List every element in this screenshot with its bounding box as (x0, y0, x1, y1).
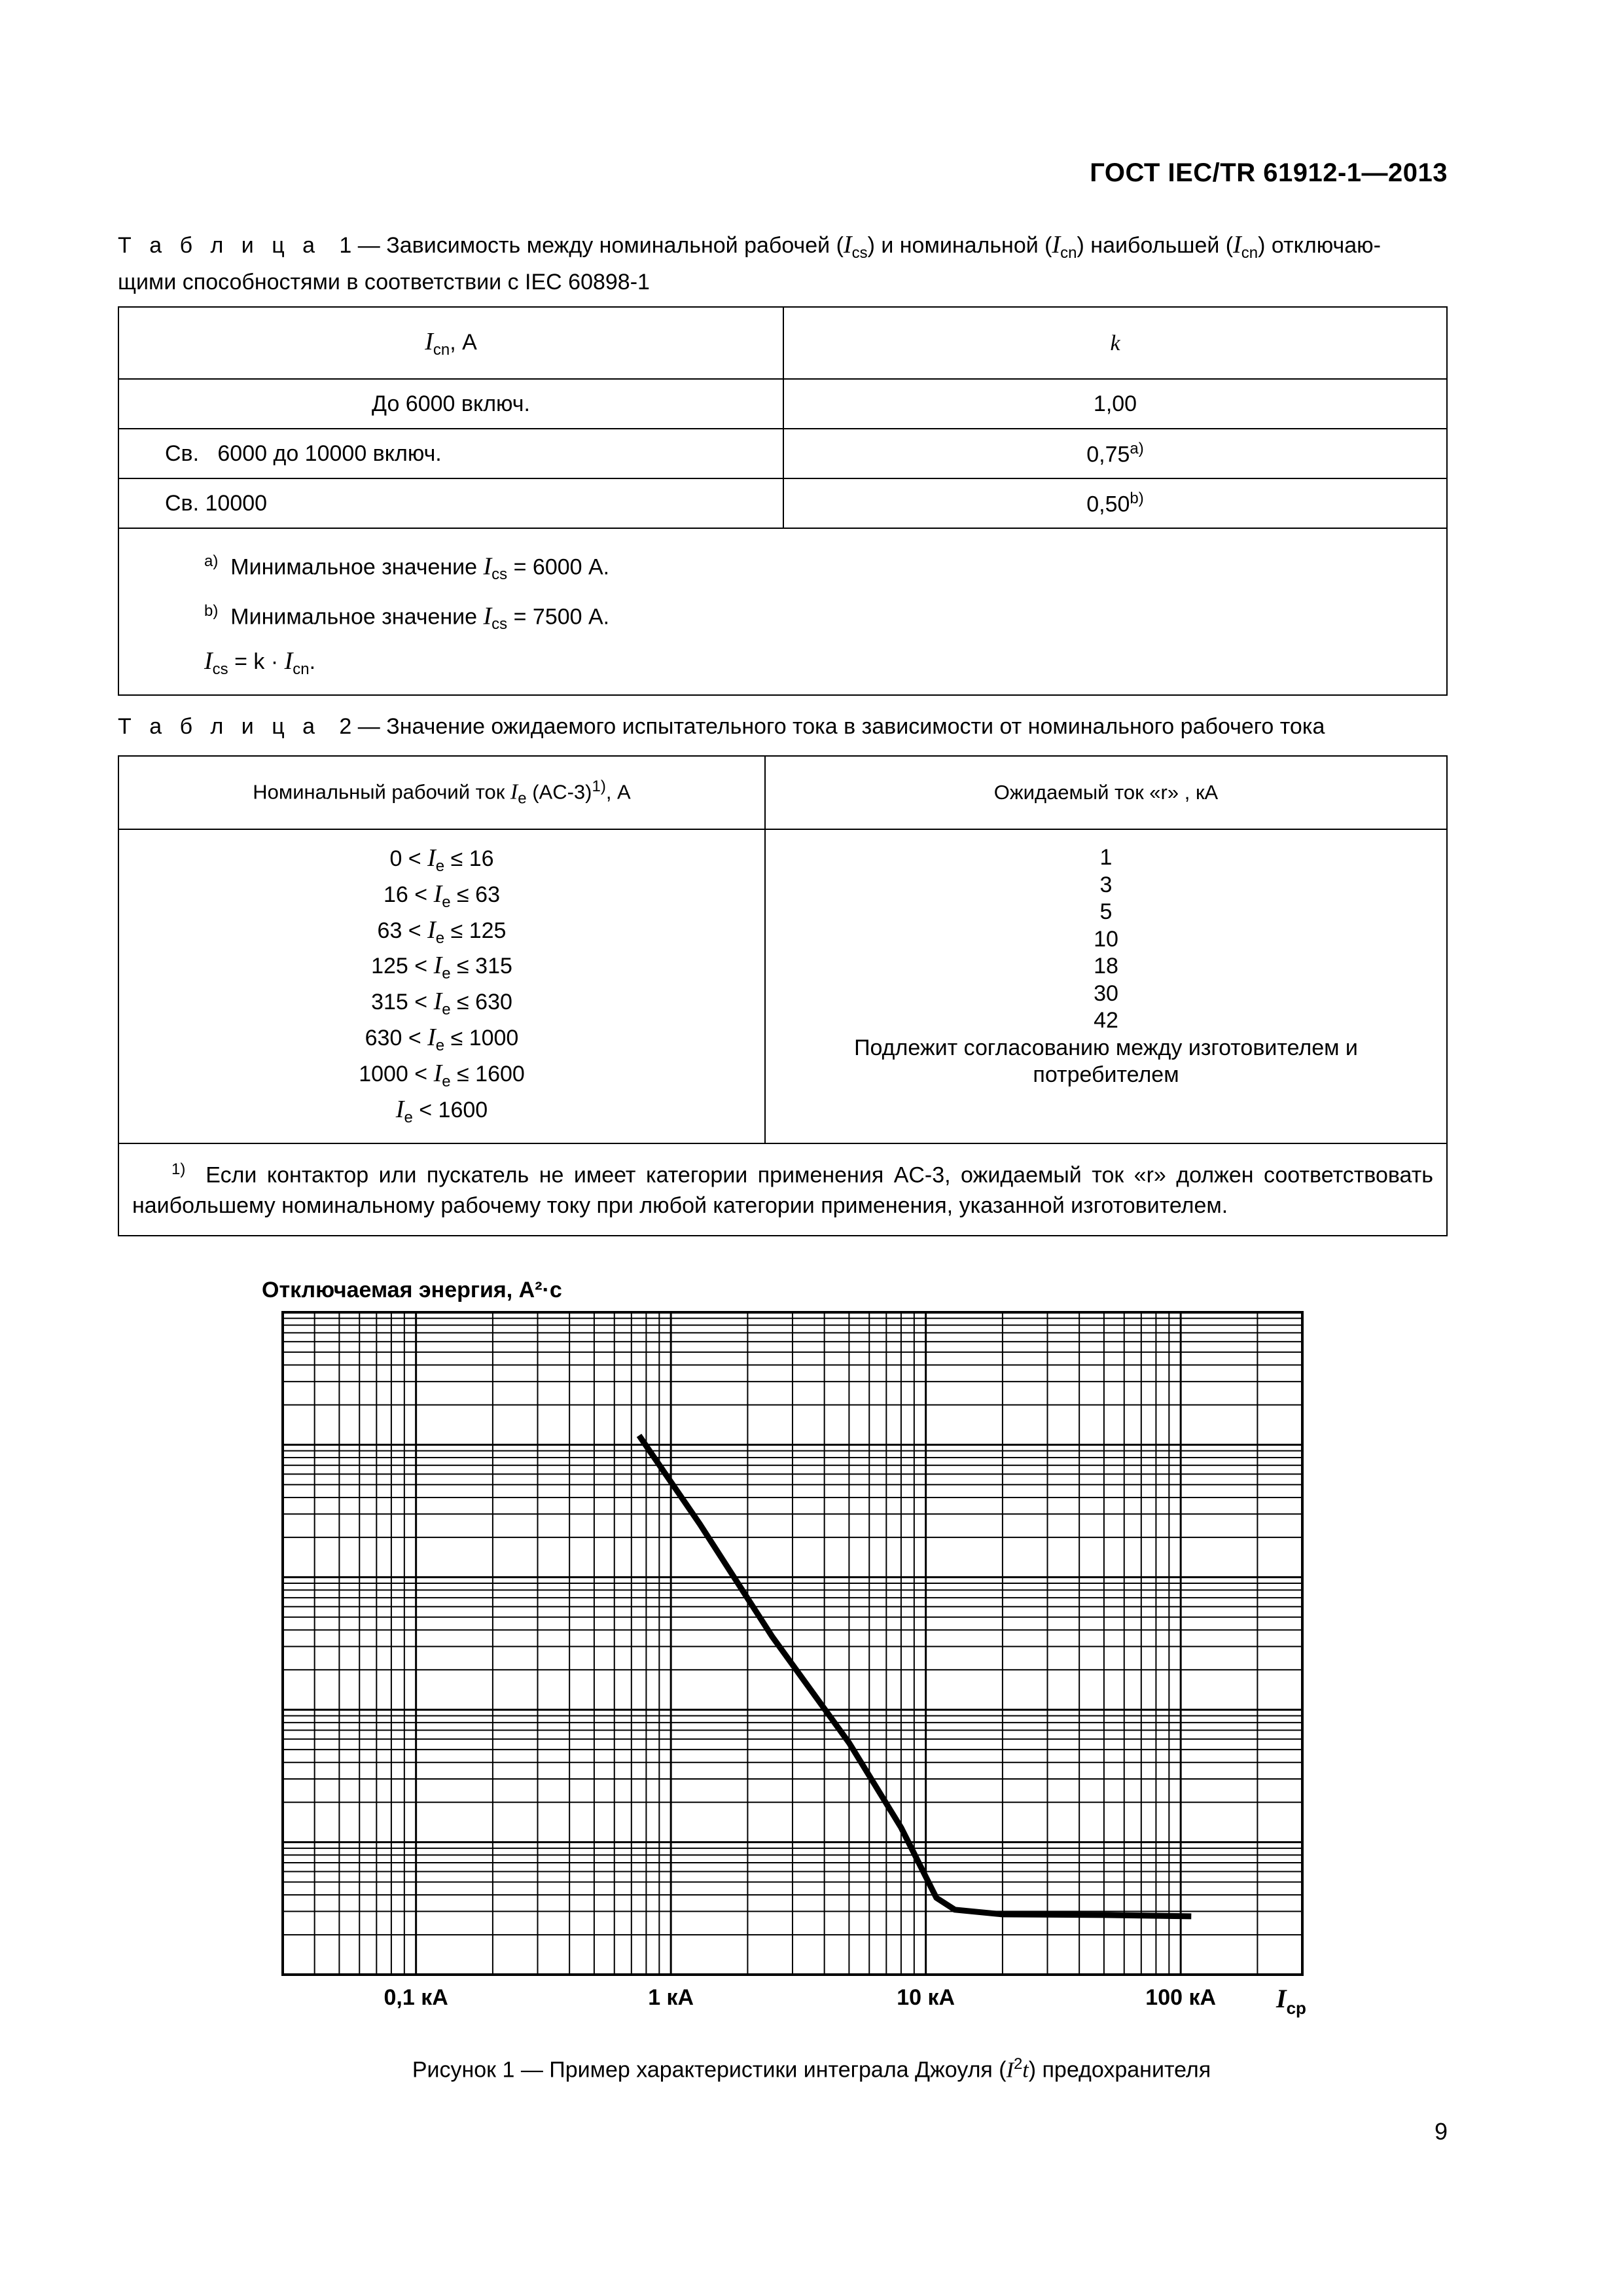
x-tick-label: 10 кА (897, 1985, 955, 2010)
range-line (132, 1096, 751, 1132)
range-hi: ≤ 1600 (457, 1061, 525, 1086)
symbol-sub: cn (433, 340, 450, 359)
range-line (132, 880, 751, 916)
range-hi: ≤ 16 (450, 846, 494, 871)
figure-caption-post: ) предохранителя (1028, 2057, 1211, 2083)
data-line (639, 1435, 1192, 1916)
note-a (132, 543, 1433, 593)
page-number: 9 (1434, 2118, 1448, 2145)
table1-caption-pre: — Зависимость между номинальной рабочей ( (357, 233, 844, 258)
symbol-sub: e (435, 929, 445, 947)
table1-caption-mid1: ) и номинальной ( (867, 233, 1052, 258)
table1-head-icn (118, 307, 783, 379)
range-line (132, 988, 751, 1024)
table2-footnote-row (118, 1143, 1447, 1235)
formula-end: . (309, 649, 316, 675)
note-mark: a) (204, 552, 219, 570)
range-lo: 125 < (371, 954, 428, 979)
formula-mid: = k · (228, 649, 285, 675)
range-line (132, 1060, 751, 1096)
range-lo: 0 < (389, 846, 421, 871)
y-axis-label: Отключаемая энергия, A²·c (262, 1278, 562, 1302)
symbol-sub: cn (1060, 243, 1077, 262)
x-axis-label-text: $I_{cp}$ (1276, 1984, 1306, 2018)
symbol: I (843, 231, 852, 259)
unit: , А (450, 329, 477, 355)
superscript: 2 (1013, 2055, 1023, 2073)
table-row (118, 478, 1447, 528)
symbol: I (284, 647, 293, 675)
range-line (132, 916, 751, 952)
table2-footnote (118, 1143, 1447, 1235)
range-lo: 1000 < (359, 1061, 428, 1086)
note-mark: 1) (592, 777, 606, 795)
note-mark: a) (1130, 439, 1144, 457)
note-b (132, 593, 1433, 643)
range-hi: < 1600 (419, 1097, 488, 1122)
range-line (132, 844, 751, 880)
symbol: I (425, 327, 433, 355)
range-line (132, 1024, 751, 1060)
table1-caption-line2: щими способностями в соответствии с IEC 60898-1 (118, 269, 650, 295)
table2-values (765, 829, 1447, 1143)
table1-k (783, 429, 1447, 478)
k-value: 1,00 (1093, 391, 1137, 416)
symbol-sub: e (518, 789, 527, 808)
symbol: I (427, 1023, 436, 1051)
table2-caption (118, 712, 1446, 741)
table1 (118, 306, 1448, 696)
document-code: ГОСТ IEC/TR 61912-1—2013 (1090, 158, 1448, 187)
symbol: I (427, 916, 436, 944)
k-symbol: k (1110, 331, 1120, 355)
symbol-sub: e (442, 893, 451, 911)
x-tick-label: 1 кА (648, 1985, 694, 2010)
symbol-sub: cn (293, 660, 310, 679)
footnote-text: Если контактор или пускатель не имеет категории применения AC-3, ожидаемый ток «r» должен соответствовать наибольшему номинальному рабочему току при любой категории применения, указанной изготовителем. (132, 1162, 1433, 1218)
symbol: I (427, 844, 436, 872)
table2-caption-word: Т а б л и ц а (118, 714, 321, 739)
figure-caption (0, 2055, 1623, 2083)
symbol: I (204, 647, 213, 675)
symbol: I (395, 1095, 404, 1123)
table1-notes-row (118, 528, 1447, 695)
table1-caption-word: Т а б л и ц а (118, 233, 321, 258)
range-lo: 630 < (365, 1025, 421, 1050)
note-text: Минимальное значение (230, 554, 484, 580)
range-hi: ≤ 315 (457, 954, 512, 979)
k-value: 0,75 (1086, 442, 1130, 467)
symbol-sub: cn (1241, 243, 1258, 262)
symbol: t (1022, 2058, 1029, 2083)
expected-value: потребителем (1033, 1062, 1179, 1087)
note-mark: 1) (171, 1160, 186, 1179)
range-hi: ≤ 1000 (450, 1025, 519, 1050)
expected-value: 10 (1094, 926, 1118, 952)
table1-caption-mid2: ) наибольшей ( (1077, 233, 1234, 258)
table1-head-k (783, 307, 1447, 379)
range-lo: 16 < (383, 882, 428, 907)
table1-header-row (118, 307, 1447, 379)
joule-integral-chart (249, 1263, 1322, 2036)
expected-value: 5 (1099, 899, 1113, 924)
expected-value: 18 (1094, 954, 1118, 978)
symbol-sub: e (435, 857, 445, 875)
table2-caption-num: 2 (339, 714, 352, 739)
range-lo: 63 < (377, 918, 421, 943)
table2 (118, 755, 1448, 1236)
symbol-sub: cs (851, 243, 868, 262)
x-axis-label-sub: cp (1286, 1998, 1306, 2018)
chart-grid (283, 1312, 1302, 1975)
range-hi: ≤ 63 (457, 882, 500, 907)
symbol-sub: e (442, 965, 451, 983)
symbol: I (433, 880, 442, 908)
table1-range: До 6000 включ. (118, 379, 783, 429)
table2-ranges (118, 829, 765, 1143)
expected-value: 42 (1094, 1008, 1118, 1033)
symbol: I (1006, 2058, 1014, 2083)
symbol: I (433, 1059, 442, 1087)
table1-range: Св. 10000 (118, 478, 783, 528)
symbol-sub: cs (491, 615, 508, 634)
table2-caption-text: — Значение ожидаемого испытательного тока в зависимости от номинального рабочего тока (357, 714, 1325, 739)
x-tick-label: 0,1 кА (383, 1985, 448, 2010)
table2-head-current (118, 756, 765, 829)
table1-k (783, 379, 1447, 429)
table1-caption-num: 1 (339, 233, 352, 258)
series-curve (639, 1435, 1192, 1916)
table2-body-row (118, 829, 1447, 1143)
symbol: I (510, 780, 518, 804)
note-value: = 6000 А. (507, 554, 610, 580)
symbol-sub: e (404, 1108, 413, 1126)
head-text: Номинальный рабочий ток (253, 780, 510, 804)
range-line (132, 952, 751, 988)
expected-value: Подлежит согласованию между изготовителем и (854, 1035, 1358, 1060)
symbol: I (1052, 231, 1061, 259)
formula (132, 643, 1433, 688)
table1-caption-post: ) отключаю- (1258, 233, 1381, 258)
table1-notes (118, 528, 1447, 695)
symbol-sub: cs (212, 660, 228, 679)
symbol: I (433, 988, 442, 1016)
table-row (118, 379, 1447, 429)
range-lo: 315 < (371, 990, 428, 1015)
unit: , А (605, 780, 631, 804)
table2-header-row (118, 756, 1447, 829)
symbol: I (483, 552, 492, 581)
note-mark: b) (1130, 489, 1144, 507)
symbol: I (1233, 231, 1241, 259)
table1-range: Св. 6000 до 10000 включ. (118, 429, 783, 478)
expected-value: 3 (1099, 872, 1113, 897)
range-hi: ≤ 630 (457, 990, 512, 1015)
symbol: I (433, 952, 442, 980)
x-axis-label (1275, 1984, 1306, 2018)
symbol-sub: cs (491, 565, 508, 584)
figure-caption-pre: Рисунок 1 — Пример характеристики интеграла Джоуля ( (412, 2057, 1007, 2083)
note-value: = 7500 А. (507, 604, 610, 630)
symbol-sub: e (442, 1000, 451, 1018)
expected-value: 1 (1099, 845, 1113, 870)
symbol-sub: e (435, 1036, 445, 1054)
table1-k (783, 478, 1447, 528)
expected-value: 30 (1094, 980, 1118, 1006)
table2-head-expected: Ожидаемый ток «r» , кА (765, 756, 1447, 829)
symbol: I (483, 602, 492, 630)
table-row (118, 429, 1447, 478)
k-value: 0,50 (1086, 492, 1130, 517)
table1-caption (118, 230, 1446, 296)
x-tick-label: 100 кА (1145, 1985, 1217, 2010)
symbol-sub: e (442, 1072, 451, 1090)
range-hi: ≤ 125 (450, 918, 507, 943)
head-text: (AC-3) (526, 780, 592, 804)
x-tick-labels (384, 1985, 1217, 2010)
note-text: Минимальное значение (230, 604, 484, 630)
note-mark: b) (204, 602, 219, 620)
